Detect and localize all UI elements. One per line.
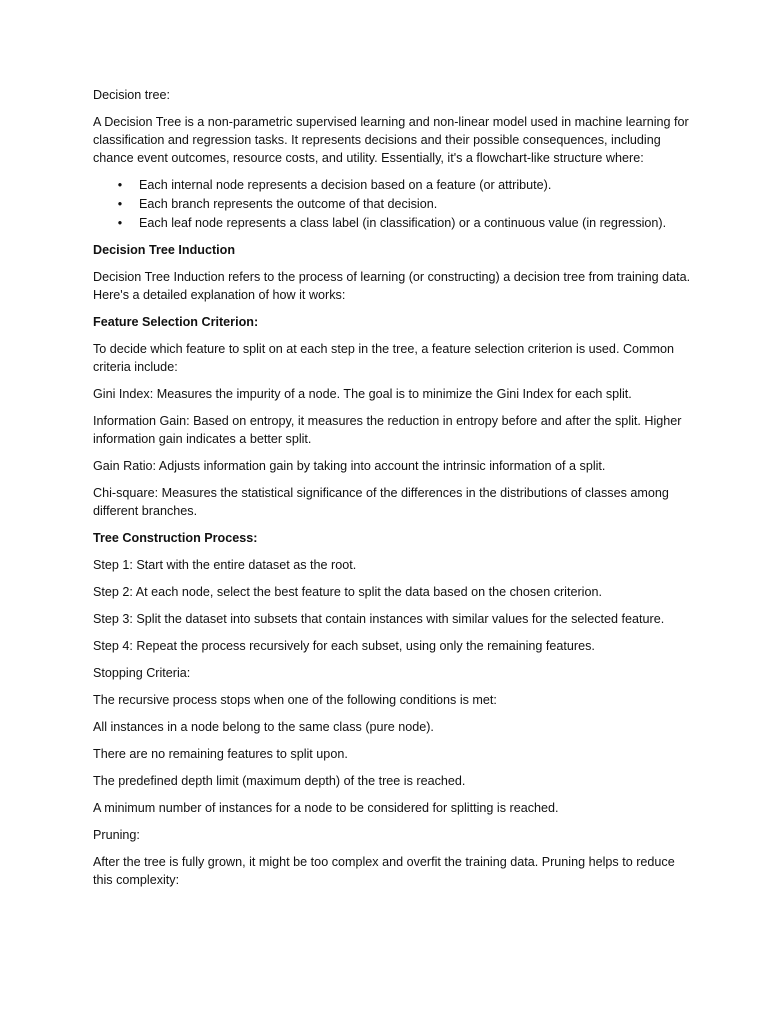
step-2-paragraph: Step 2: At each node, select the best feature to split the data based on the chosen criterion. bbox=[93, 585, 602, 599]
pruning-heading: Pruning: bbox=[93, 828, 140, 842]
gain-ratio-paragraph: Gain Ratio: Adjusts information gain by taking into account the intrinsic information of a split. bbox=[93, 459, 606, 473]
induction-heading: Decision Tree Induction bbox=[93, 243, 236, 257]
stop-condition-3: The predefined depth limit (maximum depth) of the tree is reached. bbox=[93, 774, 466, 788]
step-1-paragraph: Step 1: Start with the entire dataset as the root. bbox=[93, 558, 357, 572]
list-item bbox=[117, 195, 693, 213]
gini-index-paragraph: Gini Index: Measures the impurity of a node. The goal is to minimize the Gini Index for each split. bbox=[93, 387, 632, 401]
stopping-criteria-heading: Stopping Criteria: bbox=[93, 666, 191, 680]
information-gain-paragraph: Information Gain: Based on entropy, it measures the reduction in entropy before and after the split. Higher information gain indicates a better split. bbox=[93, 414, 682, 446]
document-title: Decision tree: bbox=[93, 88, 170, 102]
feature-selection-heading: Feature Selection Criterion: bbox=[93, 315, 259, 329]
list-item bbox=[117, 176, 693, 194]
stop-condition-1: All instances in a node belong to the same class (pure node). bbox=[93, 720, 434, 734]
bullet-icon: • bbox=[117, 197, 123, 211]
feature-selection-paragraph: To decide which feature to split on at each step in the tree, a feature selection criterion is used. Common criteria include: bbox=[93, 342, 675, 374]
chi-square-paragraph: Chi-square: Measures the statistical significance of the differences in the distributions of classes among different branches. bbox=[93, 486, 669, 518]
list-item bbox=[117, 214, 693, 232]
document-page bbox=[93, 86, 693, 898]
step-4-paragraph: Step 4: Repeat the process recursively for each subset, using only the remaining features. bbox=[93, 639, 595, 653]
bullet-icon: • bbox=[117, 178, 123, 192]
stopping-criteria-paragraph: The recursive process stops when one of the following conditions is met: bbox=[93, 693, 497, 707]
step-3-paragraph: Step 3: Split the dataset into subsets that contain instances with similar values for the selected feature. bbox=[93, 612, 665, 626]
list-item-text: Each internal node represents a decision based on a feature (or attribute). bbox=[139, 178, 552, 192]
stop-condition-4: A minimum number of instances for a node to be considered for splitting is reached. bbox=[93, 801, 559, 815]
construction-heading: Tree Construction Process: bbox=[93, 531, 258, 545]
list-item-text: Each branch represents the outcome of that decision. bbox=[139, 197, 438, 211]
bullet-list bbox=[93, 176, 693, 232]
intro-paragraph: A Decision Tree is a non-parametric supervised learning and non-linear model used in machine learning for classification and regression tasks. It represents decisions and their possible consequences, including chance event outcomes, resource costs, and utility. Essentially, it's a flowchart-like structure where: bbox=[93, 115, 689, 165]
pruning-paragraph: After the tree is fully grown, it might be too complex and overfit the training data. Pruning helps to reduce this complexity: bbox=[93, 855, 675, 887]
stop-condition-2: There are no remaining features to split upon. bbox=[93, 747, 348, 761]
list-item-text: Each leaf node represents a class label (in classification) or a continuous value (in regression). bbox=[139, 216, 667, 230]
induction-paragraph: Decision Tree Induction refers to the process of learning (or constructing) a decision tree from training data. Here's a detailed explanation of how it works: bbox=[93, 270, 691, 302]
bullet-icon: • bbox=[117, 216, 123, 230]
